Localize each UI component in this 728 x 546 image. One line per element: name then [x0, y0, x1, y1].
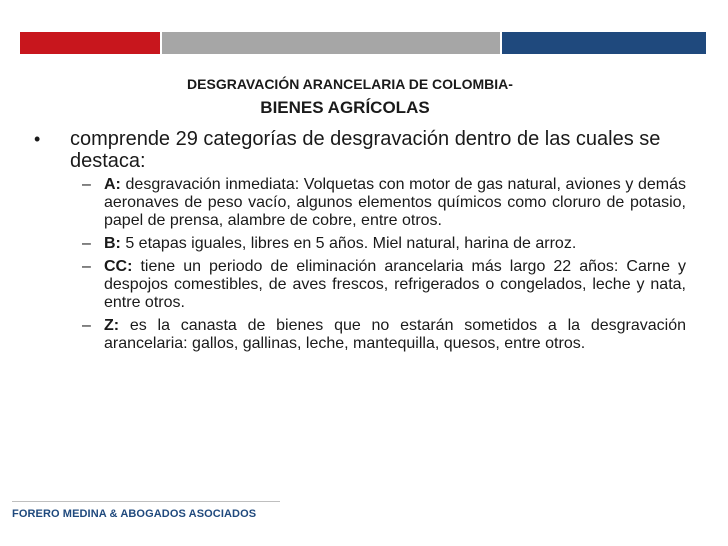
item-label: B: — [104, 235, 121, 252]
header-gray-segment — [162, 32, 500, 54]
slide-title-line1: DESGRAVACIÓN ARANCELARIA DE COLOMBIA- — [187, 76, 513, 92]
dash-icon: – — [82, 235, 91, 252]
dash-icon: – — [82, 176, 91, 193]
slide-title-line2: BIENES AGRÍCOLAS — [260, 98, 430, 117]
slide-content — [34, 128, 686, 358]
main-bullet — [34, 128, 686, 172]
dash-icon: – — [82, 317, 91, 334]
dash-icon: – — [82, 258, 91, 275]
item-label: Z: — [104, 317, 120, 334]
header-blue-segment — [502, 32, 706, 54]
item-text: 5 etapas iguales, libres en 5 años. Miel natural, harina de arroz. — [120, 235, 577, 252]
footer-firm-name: FORERO MEDINA & ABOGADOS ASOCIADOS — [12, 508, 257, 520]
footer-divider — [12, 501, 280, 502]
sub-bullet-list — [82, 176, 686, 353]
bullet-icon: • — [34, 129, 41, 149]
header-red-segment — [20, 32, 160, 54]
list-item — [82, 317, 686, 353]
list-item — [82, 235, 686, 253]
item-text: tiene un periodo de eliminación arancelaria más largo 22 años: Carne y despojos comestibles, de aves frescos, refrigerados o congelados, leche y nata, entre otros. — [104, 258, 686, 311]
main-bullet-text: comprende 29 categorías de desgravación dentro de las cuales se destaca: — [70, 128, 661, 172]
item-text: desgravación inmediata: Volquetas con motor de gas natural, aviones y demás aeronaves de peso vacío, algunos elementos químicos como cloruro de potasio, papel de prensa, alambre de cobre, entre otros. — [104, 176, 686, 229]
header-color-bar — [20, 32, 706, 54]
item-label: CC: — [104, 258, 133, 275]
item-text: es la canasta de bienes que no estarán sometidos a la desgravación arancelaria: gallos, gallinas, leche, mantequilla, quesos, entre otros. — [104, 317, 686, 352]
list-item — [82, 258, 686, 312]
item-label: A: — [104, 176, 121, 193]
list-item — [82, 176, 686, 230]
